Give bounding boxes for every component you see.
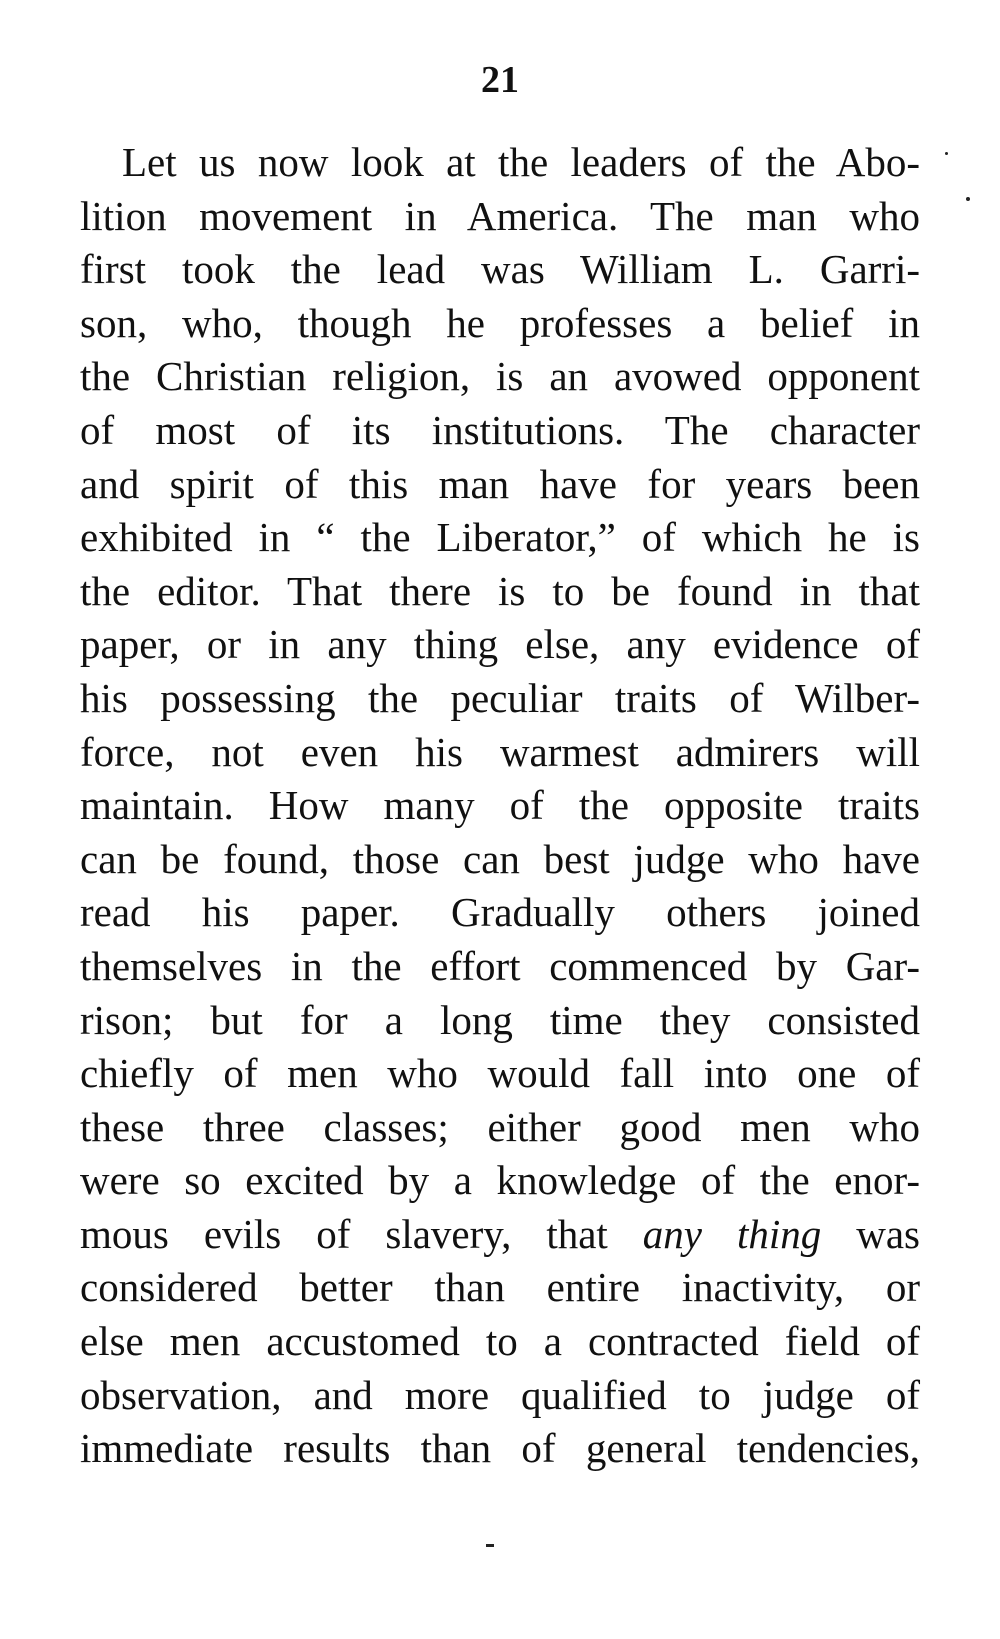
footer-mark <box>486 1544 494 1547</box>
text-line-7: and spirit of this man have for years been <box>80 460 920 507</box>
text-line-12: force, not even his warmest admirers will <box>80 728 920 775</box>
text-line-21-end: was <box>821 1210 921 1257</box>
text-line-13: maintain. How many of the opposite traits <box>80 782 920 829</box>
italic-phrase: any thing <box>642 1210 822 1257</box>
text-line-2: lition movement in America. The man who <box>80 192 920 239</box>
print-speck <box>966 197 970 201</box>
page-number: 21 <box>481 59 519 101</box>
body-text <box>80 136 920 1476</box>
text-line-24: observation, and more qualified to judge of <box>80 1371 920 1418</box>
text-line-9: the editor. That there is to be found in that <box>80 567 920 614</box>
text-line-21 <box>80 1208 920 1262</box>
text-line-4: son, who, though he professes a belief in <box>80 299 920 346</box>
text-line-11: his possessing the peculiar traits of Wilber- <box>80 674 920 721</box>
text-line-10: paper, or in any thing else, any evidence of <box>80 621 920 668</box>
text-line-22: considered better than entire inactivity, or <box>80 1264 920 1311</box>
text-line-15: read his paper. Gradually others joined <box>80 889 920 936</box>
text-line-23: else men accustomed to a contracted field of <box>80 1318 920 1365</box>
text-line-1: Let us now look at the leaders of the Abo- <box>122 139 920 185</box>
text-line-5: the Christian religion, is an avowed opponent <box>80 353 920 400</box>
text-line-8: exhibited in “ the Liberator,” of which he is <box>80 514 920 561</box>
text-line-3: first took the lead was William L. Garri- <box>80 246 920 293</box>
print-speck <box>945 152 948 155</box>
text-line-18: chiefly of men who would fall into one of <box>80 1050 920 1097</box>
text-line-14: can be found, those can best judge who have <box>80 835 920 882</box>
text-line-25: immediate results than of general tendencies, <box>80 1425 920 1472</box>
text-line-20: were so excited by a knowledge of the enor- <box>80 1157 920 1204</box>
text-line-17: rison; but for a long time they consisted <box>80 996 920 1043</box>
text-line-16: themselves in the effort commenced by Gar- <box>80 942 920 989</box>
text-line-19: these three classes; either good men who <box>80 1103 920 1150</box>
text-line-21-start: mous evils of slavery, that <box>80 1210 643 1257</box>
text-line-6: of most of its institutions. The character <box>80 406 920 453</box>
